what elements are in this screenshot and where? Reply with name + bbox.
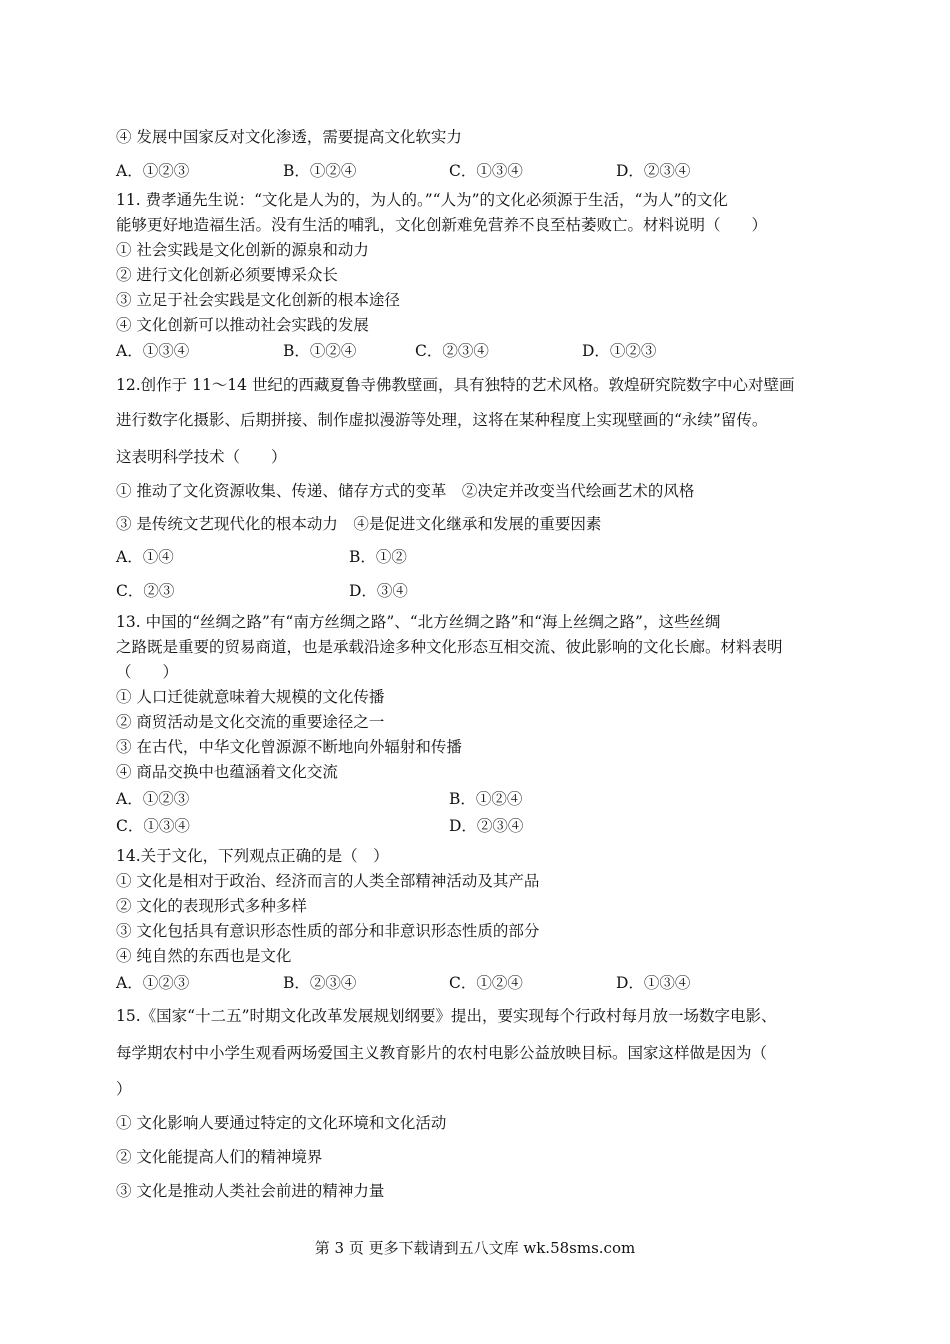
q13-item-1: ① 人口迁徙就意味着大规模的文化传播 [116, 688, 385, 706]
q12-stem-line2: 进行数字化摄影、后期拼接、制作虚拟漫游等处理，这将在某种程度上实现壁画的“永续”留传。 [116, 411, 768, 429]
q11-option-d: D．①②③ [582, 342, 657, 360]
q12-stem-line3: 这表明科学技术（ ） [116, 448, 287, 466]
q11-option-b: B．①②④ [283, 342, 357, 360]
q13-option-c: C．①③④ [116, 817, 190, 835]
q13-option-d: D．②③④ [449, 817, 524, 835]
q11-item-4: ④ 文化创新可以推动社会实践的发展 [116, 316, 369, 334]
page-footer: 第 3 页 更多下载请到五八文库 wk.58sms.com [314, 1239, 636, 1257]
q13-stem-line1: 13. 中国的“丝绸之路”有“南方丝绸之路”、“北方丝绸之路”和“海上丝绸之路”，这些丝绸 [116, 613, 721, 631]
q14-option-c: C．①②④ [449, 974, 523, 992]
q11-item-2: ② 进行文化创新必须要博采众长 [116, 266, 338, 284]
q15-stem-line2: 每学期农村中小学生观看两场爱国主义教育影片的农村电影公益放映目标。国家这样做是因为（ [116, 1044, 768, 1062]
q11-item-1: ① 社会实践是文化创新的源泉和动力 [116, 241, 369, 259]
q15-item-1: ① 文化影响人要通过特定的文化环境和文化活动 [116, 1114, 447, 1132]
q14-item-4: ④ 纯自然的东西也是文化 [116, 947, 292, 965]
q12-option-a: A．①④ [116, 548, 174, 566]
q11-option-a: A．①③④ [116, 342, 190, 360]
q15-stem-line1: 15.《国家“十二五”时期文化改革发展规划纲要》提出，要实现每个行政村每月放一场数字电影、 [116, 1007, 777, 1025]
q10-option-c: C．①③④ [449, 162, 523, 180]
q13-item-4: ④ 商品交换中也蕴涵着文化交流 [116, 763, 338, 781]
q13-option-a: A．①②③ [116, 790, 190, 808]
q12-items-line1: ① 推动了文化资源收集、传递、储存方式的变革 ②决定并改变当代绘画艺术的风格 [116, 482, 695, 500]
q13-stem-line2: 之路既是重要的贸易商道，也是承载沿途多种文化形态互相交流、彼此影响的文化长廊。材料表明 [116, 638, 783, 656]
q14-option-a: A．①②③ [116, 974, 190, 992]
q14-item-2: ② 文化的表现形式多种多样 [116, 897, 307, 915]
q14-stem: 14.关于文化，下列观点正确的是（ ） [116, 847, 389, 865]
q12-option-c: C．②③ [116, 582, 175, 600]
q12-stem-line1: 12.创作于 11～14 世纪的西藏夏鲁寺佛教壁画，具有独特的艺术风格。敦煌研究院数字中心对壁画 [116, 376, 795, 394]
q15-item-3: ③ 文化是推动人类社会前进的精神力量 [116, 1182, 385, 1200]
q11-item-3: ③ 立足于社会实践是文化创新的根本途径 [116, 291, 400, 309]
q10-item-4: ④ 发展中国家反对文化渗透，需要提高文化软实力 [116, 128, 462, 146]
q14-option-b: B．②③④ [283, 974, 357, 992]
q15-item-2: ② 文化能提高人们的精神境界 [116, 1148, 323, 1166]
q10-option-a: A．①②③ [116, 162, 190, 180]
q13-item-2: ② 商贸活动是文化交流的重要途径之一 [116, 713, 385, 731]
q10-option-b: B．①②④ [283, 162, 357, 180]
q14-item-3: ③ 文化包括具有意识形态性质的部分和非意识形态性质的部分 [116, 922, 540, 940]
q14-item-1: ① 文化是相对于政治、经济而言的人类全部精神活动及其产品 [116, 872, 540, 890]
q12-items-line2: ③ 是传统文艺现代化的根本动力 ④是促进文化继承和发展的重要因素 [116, 515, 602, 533]
q11-stem-line2: 能够更好地造福生活。没有生活的哺乳，文化创新难免营养不良至枯萎败亡。材料说明（ ） [116, 216, 768, 234]
q13-stem-line3: （ ） [116, 663, 179, 681]
q14-option-d: D．①③④ [616, 974, 691, 992]
q15-stem-line3: ） [116, 1080, 132, 1098]
q13-option-b: B．①②④ [449, 790, 523, 808]
q12-option-b: B．①② [349, 548, 407, 566]
q11-stem-line1: 11. 费孝通先生说：“文化是人为的，为人的。”“人为”的文化必须源于生活，“为人”的文化 [116, 191, 728, 209]
q13-item-3: ③ 在古代，中华文化曾源源不断地向外辐射和传播 [116, 738, 462, 756]
q10-option-d: D．②③④ [616, 162, 691, 180]
q12-option-d: D．③④ [349, 582, 408, 600]
q11-option-c: C．②③④ [415, 342, 489, 360]
